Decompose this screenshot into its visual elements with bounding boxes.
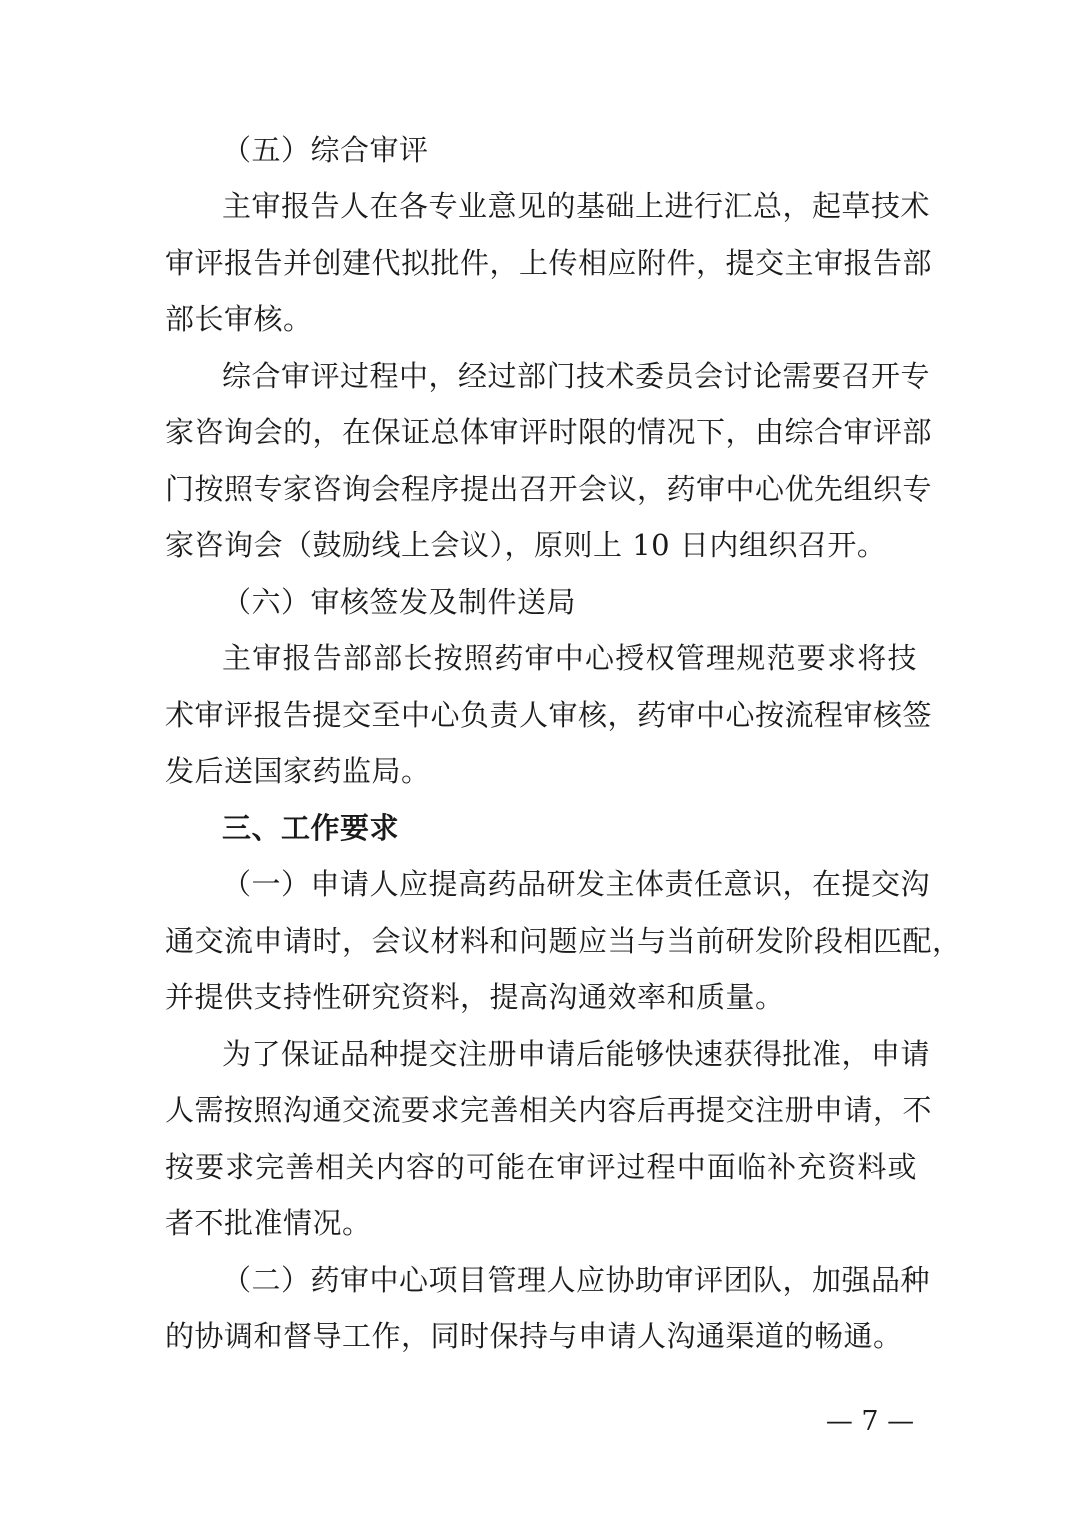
paragraph-line: 按要求完善相关内容的可能在审评过程中面临补充资料或: [165, 1150, 917, 1184]
paragraph-line: 主审报告部部长按照药审中心授权管理规范要求将技: [222, 641, 917, 675]
paragraph-line: （一）申请人应提高药品研发主体责任意识，在提交沟: [222, 867, 931, 901]
paragraph-line: 门按照专家咨询会程序提出召开会议，药审中心优先组织专: [165, 472, 933, 506]
page-number: — 7 —: [825, 1406, 915, 1437]
paragraph-line: 并提供支持性研究资料，提高沟通效率和质量。: [165, 980, 785, 1014]
paragraph-line: 家咨询会的，在保证总体审评时限的情况下，由综合审评部: [165, 415, 933, 449]
section-heading-3: 三、工作要求: [222, 811, 400, 845]
paragraph-line: 家咨询会（鼓励线上会议），原则上 10 日内组织召开。: [165, 528, 887, 562]
paragraph-line: 审评报告并创建代拟批件，上传相应附件，提交主审报告部: [165, 246, 933, 280]
paragraph-line: 人需按照沟通交流要求完善相关内容后再提交注册申请，不: [165, 1093, 933, 1127]
paragraph-line: 术审评报告提交至中心负责人审核，药审中心按流程审核签: [165, 698, 933, 732]
paragraph-line: （二）药审中心项目管理人应协助审评团队，加强品种: [222, 1263, 931, 1297]
paragraph-line: 通交流申请时，会议材料和问题应当与当前研发阶段相匹配，: [165, 924, 962, 958]
paragraph-line: 的协调和督导工作，同时保持与申请人沟通渠道的畅通。: [165, 1319, 903, 1353]
paragraph-line: 者不批准情况。: [165, 1206, 372, 1240]
paragraph-line: 综合审评过程中，经过部门技术委员会讨论需要召开专: [222, 359, 931, 393]
paragraph-line: 发后送国家药监局。: [165, 754, 431, 788]
paragraph-line: 为了保证品种提交注册申请后能够快速获得批准，申请: [222, 1037, 931, 1071]
subheading-6: （六）审核签发及制件送局: [222, 585, 577, 619]
paragraph-line: 部长审核。: [165, 302, 313, 336]
paragraph-line: 主审报告人在各专业意见的基础上进行汇总，起草技术: [222, 189, 931, 223]
subheading-5: （五）综合审评: [222, 133, 429, 167]
